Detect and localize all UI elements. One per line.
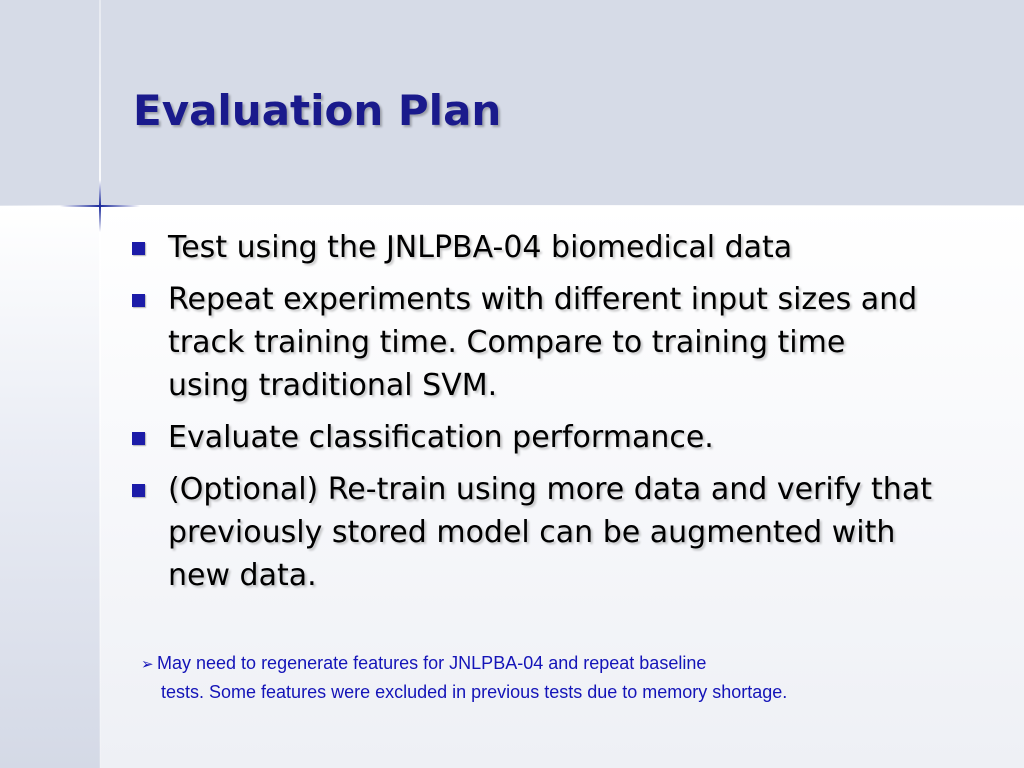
footnote (141, 649, 1001, 706)
footnote-line-1: May need to regenerate features for JNLPBA-04 and repeat baseline (157, 653, 707, 673)
bullet-text: Evaluate classification performance. (168, 420, 714, 455)
square-bullet-icon (132, 242, 145, 255)
bullet-list (132, 226, 932, 606)
vertical-divider (99, 0, 101, 768)
footnote-line-2: tests. Some features were excluded in previous tests due to memory shortage. (161, 682, 788, 702)
square-bullet-icon (132, 432, 145, 445)
arrow-bullet-icon: ➢ (141, 655, 154, 673)
bullet-text: Repeat experiments with different input sizes and track training time. Compare to training time using traditional SVM. (168, 282, 918, 403)
bullet-item (132, 416, 932, 459)
square-bullet-icon (132, 294, 145, 307)
left-band (0, 206, 100, 768)
bullet-item (132, 278, 932, 407)
bullet-item (132, 226, 932, 269)
bullet-item (132, 468, 932, 597)
horizontal-divider (0, 205, 1024, 207)
bullet-text: (Optional) Re-train using more data and verify that previously stored model can be augmented with new data. (168, 472, 932, 593)
slide-title: Evaluation Plan (133, 86, 502, 135)
sparkle-vertical-accent (99, 180, 101, 232)
bullet-text: Test using the JNLPBA-04 biomedical data (168, 230, 793, 265)
square-bullet-icon (132, 484, 145, 497)
